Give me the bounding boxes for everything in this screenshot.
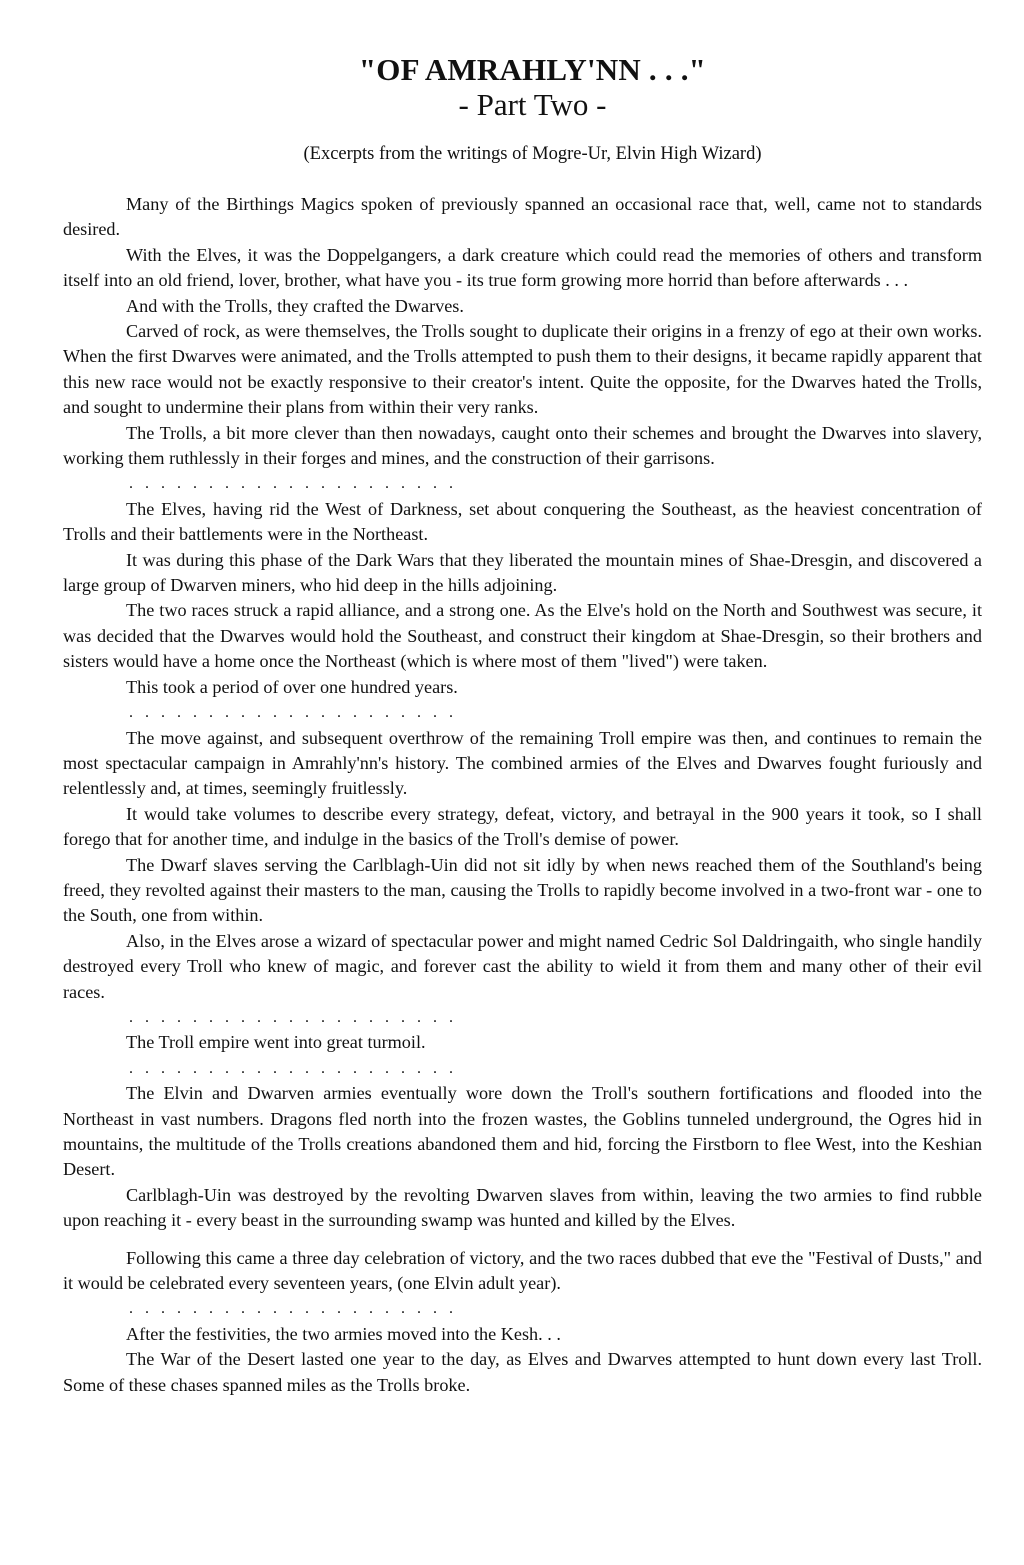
paragraph: The two races struck a rapid alliance, and a strong one. As the Elve's hold on the North and Southwest was secure, it was decided that the Dwarves would hold the Southeast, and construct their kingdom at Shae-Dresgin, so their brothers and sisters would have a home once the Northeast (which is where most of them "lived") were taken.	[63, 600, 982, 672]
paragraph: After the festivities, the two armies moved into the Kesh. . .	[126, 1323, 561, 1344]
paragraph: The Dwarf slaves serving the Carlblagh-Uin did not sit idly by when news reached them of the Southland's being freed, they revolted against their masters to the man, causing the Trolls to rapidly become involved in a two-front war - one to the South, one from within.	[63, 854, 982, 926]
article-body	[63, 192, 982, 1398]
paragraph: And with the Trolls, they crafted the Dwarves.	[126, 295, 464, 316]
paragraph: The move against, and subsequent overthrow of the remaining Troll empire was then, and continues to remain the most spectacular campaign in Amrahly'nn's history. The combined armies of the Elves and Dwarves fought furiously and relentlessly and, at times, seemingly fruitlessly.	[63, 727, 982, 799]
page-subtitle: - Part Two -	[458, 87, 607, 122]
paragraph: Carved of rock, as were themselves, the Trolls sought to duplicate their origins in a frenzy of ego at their own works. When the first Dwarves were animated, and the Trolls attempted to push them to their designs, it became rapidly apparent that this new race would not be exactly responsive to their creator's intent. Quite the opposite, for the Dwarves hated the Trolls, and sought to undermine their plans from within their very ranks.	[63, 321, 982, 418]
paragraph: It was during this phase of the Dark Wars that they liberated the mountain mines of Shae-Dresgin, and discovered a large group of Dwarven miners, who hid deep in the hills adjoining.	[63, 549, 982, 596]
paragraph: Also, in the Elves arose a wizard of spectacular power and might named Cedric Sol Daldringaith, who single handily destroyed every Troll who knew of magic, and forever cast the ability to wield it from them and many other of their evil races.	[63, 930, 982, 1002]
paragraph: Many of the Birthings Magics spoken of previously spanned an occasional race that, well, came not to standards desired.	[63, 194, 982, 240]
paragraph: The War of the Desert lasted one year to the day, as Elves and Dwarves attempted to hunt down every last Troll. Some of these chases spanned miles as the Trolls broke.	[63, 1349, 982, 1395]
paragraph: It would take volumes to describe every strategy, defeat, victory, and betrayal in the 900 years it took, so I shall forego that for another time, and indulge in the basics of the Troll's demise of power.	[63, 803, 982, 850]
paragraph: Carlblagh-Uin was destroyed by the revolting Dwarven slaves from within, leaving the two armies to find rubble upon reaching it - every beast in the surrounding swamp was hunted and killed by the Elves.	[63, 1184, 982, 1231]
paragraph: The Troll empire went into great turmoil.	[126, 1032, 426, 1053]
page-title: "OF AMRAHLY'NN . . ."	[358, 52, 707, 87]
section-separator: . . . . . . . . . . . . . . . . . . . . .	[129, 475, 457, 493]
section-separator: . . . . . . . . . . . . . . . . . . . . .	[129, 1008, 457, 1026]
paragraph: Following this came a three day celebration of victory, and the two races dubbed that eve the "Festival of Dusts," and it would be celebrated every seventeen years, (one Elvin adult year).	[63, 1247, 982, 1293]
section-separator: . . . . . . . . . . . . . . . . . . . . .	[129, 704, 457, 722]
byline: (Excerpts from the writings of Mogre-Ur, Elvin High Wizard)	[303, 144, 762, 164]
paragraph: With the Elves, it was the Doppelgangers, a dark creature which could read the memories of others and transform itself into an old friend, lover, brother, what have you - its true form growing more horrid than before afterwards . . .	[63, 244, 982, 291]
section-separator: . . . . . . . . . . . . . . . . . . . . .	[129, 1300, 457, 1318]
section-separator: . . . . . . . . . . . . . . . . . . . . .	[129, 1059, 457, 1077]
paragraph: This took a period of over one hundred years.	[126, 676, 458, 697]
paragraph: The Elves, having rid the West of Darkness, set about conquering the Southeast, as the heaviest concentration of Trolls and their battlements were in the Northeast.	[63, 498, 982, 545]
paragraph: The Trolls, a bit more clever than then nowadays, caught onto their schemes and brought the Dwarves into slavery, working them ruthlessly in their forges and mines, and the construction of their garrisons.	[63, 422, 982, 469]
paragraph: The Elvin and Dwarven armies eventually wore down the Troll's southern fortifications and flooded into the Northeast in vast numbers. Dragons fled north into the frozen wastes, the Goblins tunneled underground, the Ogres hid in mountains, the multitude of the Trolls creations abandoned them and hid, forcing the Firstborn to flee West, into the Keshian Desert.	[63, 1083, 982, 1180]
